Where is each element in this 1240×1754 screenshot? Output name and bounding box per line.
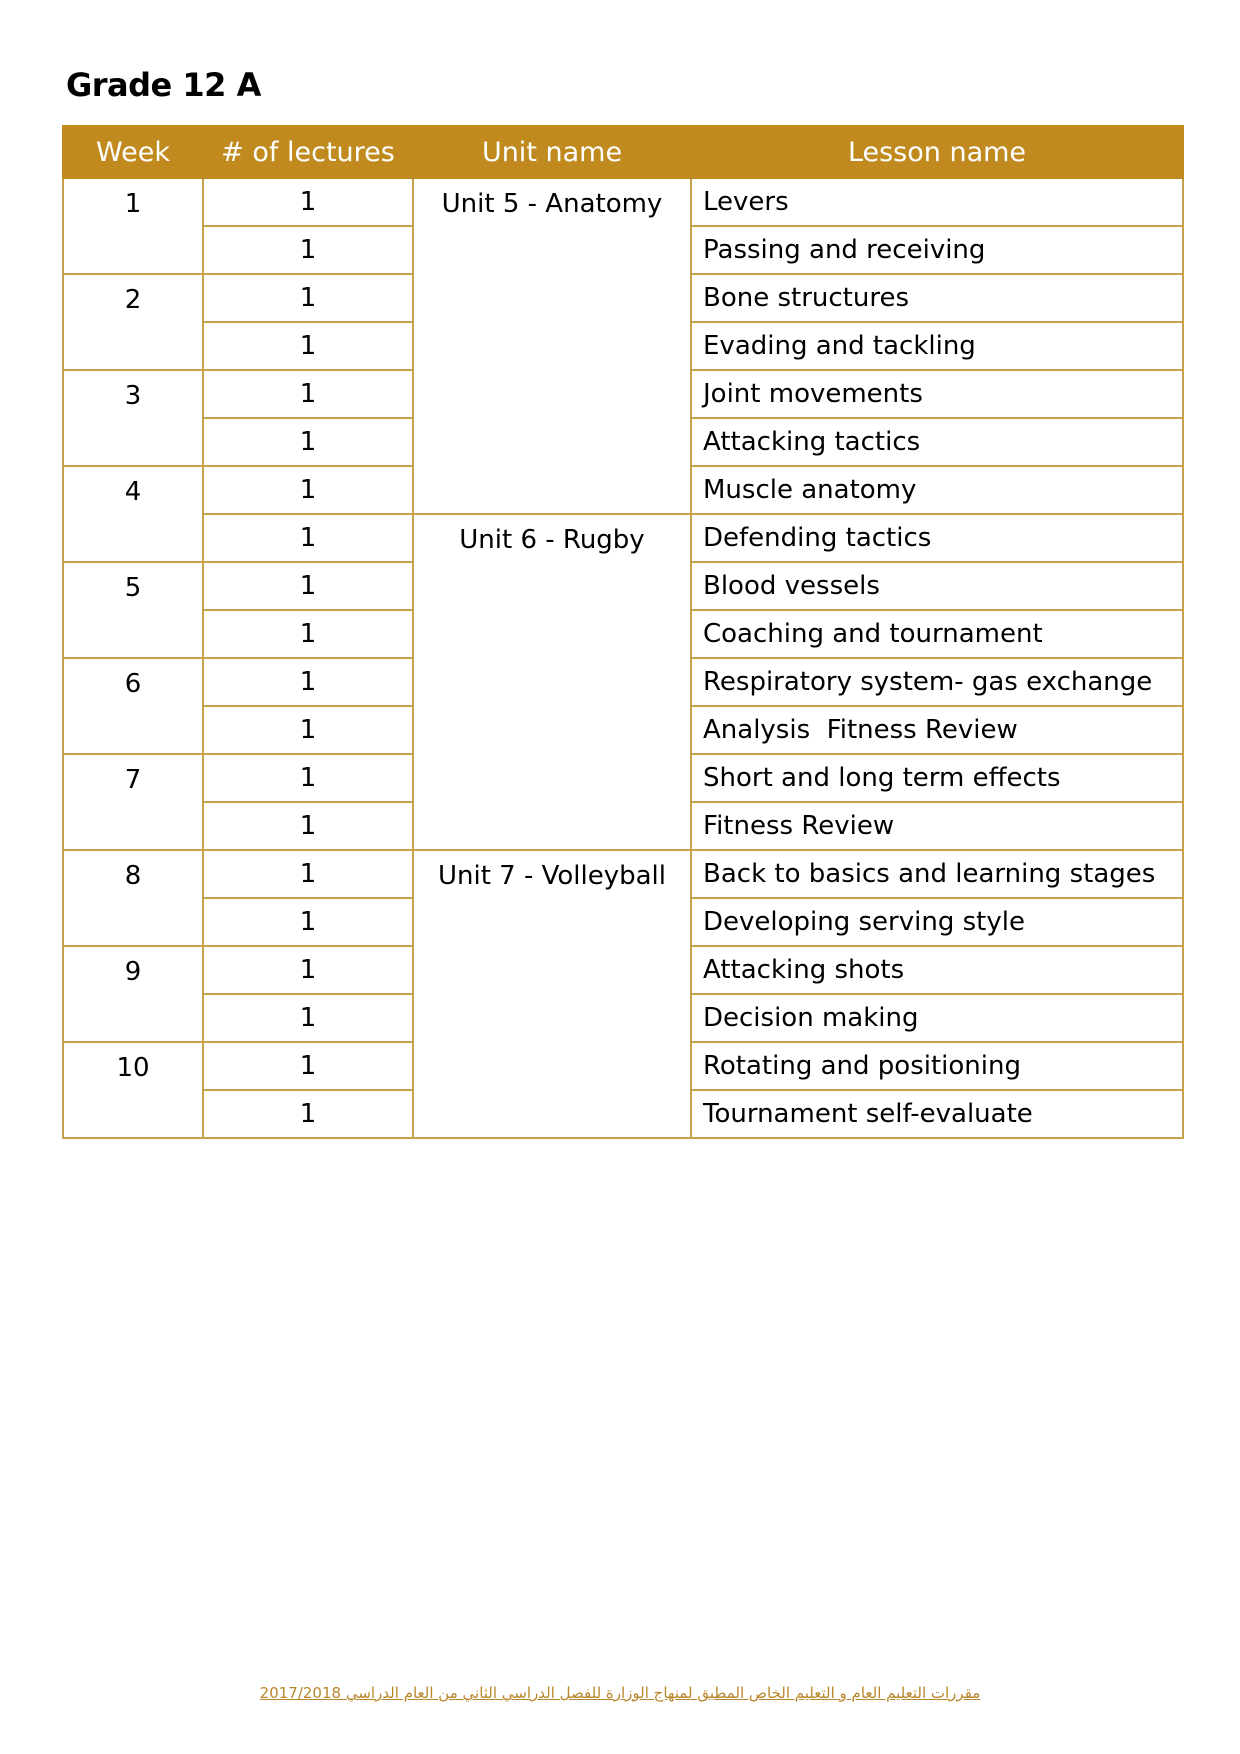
week-cell: 4	[63, 466, 203, 562]
lectures-cell: 1	[203, 226, 413, 274]
lesson-cell: Defending tactics	[691, 514, 1183, 562]
header-unit: Unit name	[413, 126, 691, 178]
lesson-cell: Fitness Review	[691, 802, 1183, 850]
lesson-cell: Developing serving style	[691, 898, 1183, 946]
lectures-cell: 1	[203, 514, 413, 562]
header-lesson: Lesson name	[691, 126, 1183, 178]
lectures-cell: 1	[203, 562, 413, 610]
lectures-cell: 1	[203, 754, 413, 802]
lesson-cell: Analysis Fitness Review	[691, 706, 1183, 754]
lesson-cell: Muscle anatomy	[691, 466, 1183, 514]
lesson-cell: Passing and receiving	[691, 226, 1183, 274]
lesson-cell: Attacking shots	[691, 946, 1183, 994]
lectures-cell: 1	[203, 706, 413, 754]
lesson-cell: Evading and tackling	[691, 322, 1183, 370]
week-cell: 8	[63, 850, 203, 946]
week-cell: 5	[63, 562, 203, 658]
week-cell: 7	[63, 754, 203, 850]
unit-cell: Unit 5 - Anatomy	[413, 178, 691, 514]
lectures-cell: 1	[203, 322, 413, 370]
table-row	[63, 178, 1183, 226]
unit-cell: Unit 7 - Volleyball	[413, 850, 691, 1138]
week-cell: 3	[63, 370, 203, 466]
lectures-cell: 1	[203, 274, 413, 322]
lesson-cell: Tournament self-evaluate	[691, 1090, 1183, 1138]
lesson-cell: Coaching and tournament	[691, 610, 1183, 658]
lectures-cell: 1	[203, 178, 413, 226]
lectures-cell: 1	[203, 802, 413, 850]
week-cell: 1	[63, 178, 203, 274]
lectures-cell: 1	[203, 1090, 413, 1138]
lectures-cell: 1	[203, 658, 413, 706]
week-cell: 6	[63, 658, 203, 754]
lectures-cell: 1	[203, 898, 413, 946]
lectures-cell: 1	[203, 946, 413, 994]
page-footer: مقررات التعليم العام و التعليم الخاص المطبق لمنهاج الوزارة للفصل الدراسي الثاني من العام الدراسي 2017/2018	[259, 1684, 981, 1702]
lesson-schedule-table	[62, 125, 1184, 1139]
lesson-cell: Rotating and positioning	[691, 1042, 1183, 1090]
week-cell: 9	[63, 946, 203, 1042]
header-week: Week	[63, 126, 203, 178]
lesson-cell: Short and long term effects	[691, 754, 1183, 802]
lectures-cell: 1	[203, 994, 413, 1042]
lesson-cell: Bone structures	[691, 274, 1183, 322]
week-cell: 2	[63, 274, 203, 370]
lesson-cell: Respiratory system- gas exchange	[691, 658, 1183, 706]
lesson-cell: Decision making	[691, 994, 1183, 1042]
lesson-cell: Back to basics and learning stages	[691, 850, 1183, 898]
lectures-cell: 1	[203, 418, 413, 466]
lesson-cell: Joint movements	[691, 370, 1183, 418]
lectures-cell: 1	[203, 1042, 413, 1090]
header-lectures: # of lectures	[203, 126, 413, 178]
page-title: Grade 12 A	[66, 66, 261, 104]
lesson-cell: Levers	[691, 178, 1183, 226]
table-row	[63, 850, 1183, 898]
lectures-cell: 1	[203, 850, 413, 898]
lectures-cell: 1	[203, 610, 413, 658]
lesson-cell: Blood vessels	[691, 562, 1183, 610]
unit-cell: Unit 6 - Rugby	[413, 514, 691, 850]
lectures-cell: 1	[203, 466, 413, 514]
week-cell: 10	[63, 1042, 203, 1138]
lectures-cell: 1	[203, 370, 413, 418]
table-row	[63, 514, 1183, 562]
lesson-cell: Attacking tactics	[691, 418, 1183, 466]
table-header-row	[63, 126, 1183, 178]
